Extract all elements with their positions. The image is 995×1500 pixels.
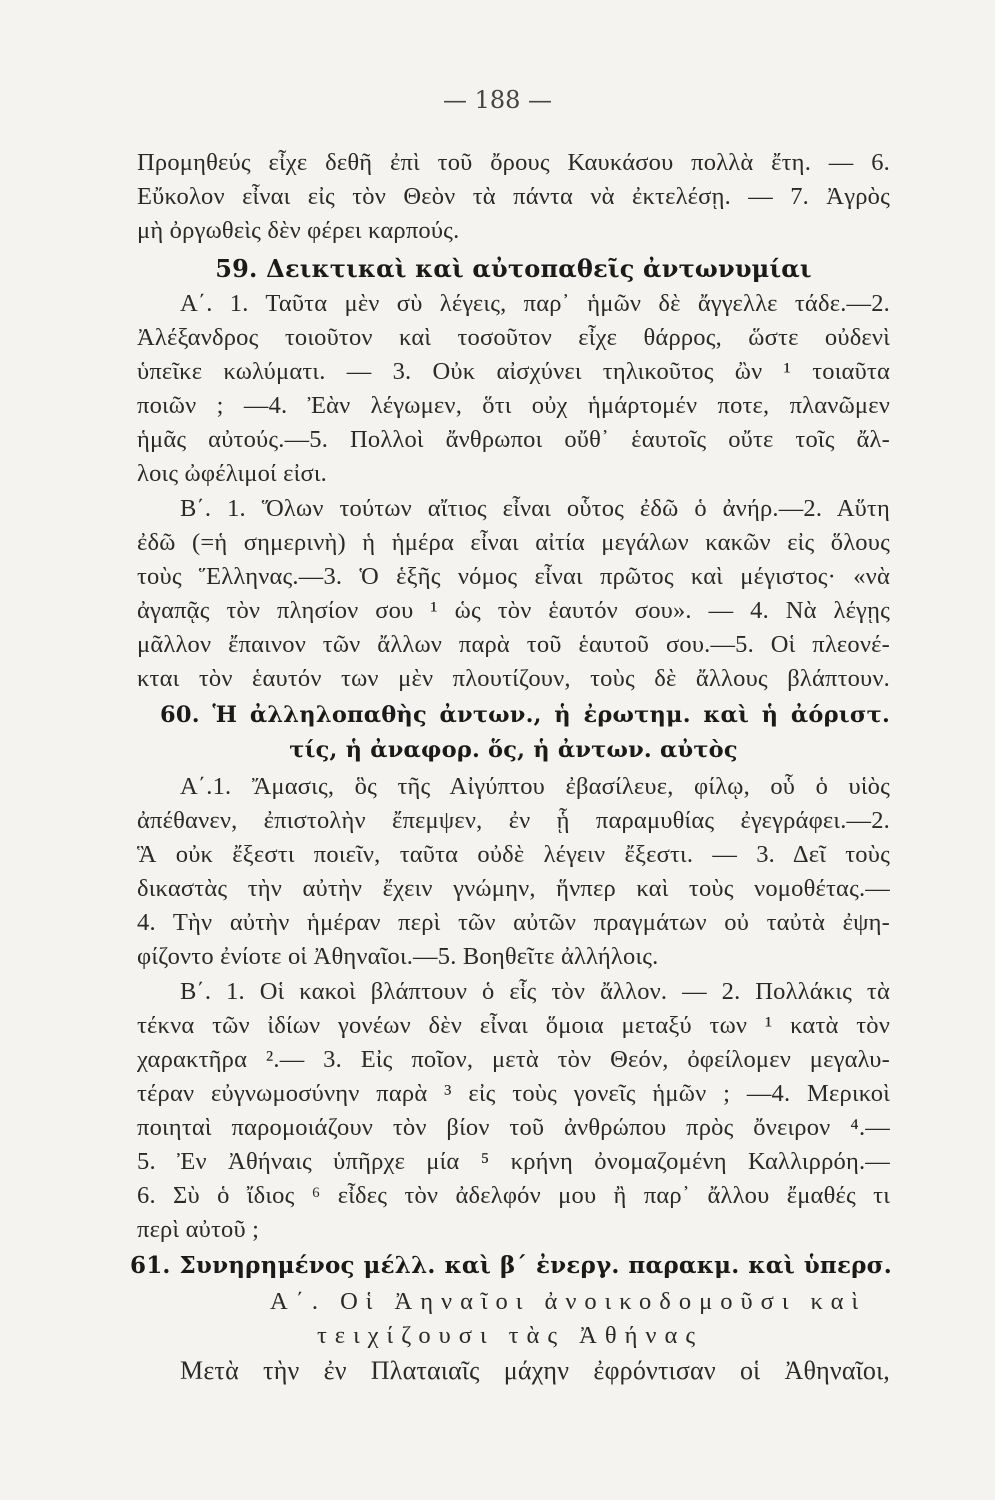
section-heading-60: 60. Ἡ ἀλληλοπαθὴς ἀντων., ἡ ἐρωτημ. καὶ ἡ ἀόριστ. bbox=[160, 702, 890, 728]
text-line: λοις ὠφέλιμοί εἰσι. bbox=[137, 460, 327, 487]
text-line: ποιηταὶ παρομοιάζουν τὸν βίον τοῦ ἀνθρώπου πρὸς ὄνειρον ⁴.— bbox=[137, 1114, 890, 1141]
text-line: Προμηθεύς εἶχε δεθῆ ἐπὶ τοῦ ὄρους Καυκάσου πολλὰ ἔτη. — 6. bbox=[137, 149, 890, 176]
text-line: ὑπεῖκε κωλύματι. — 3. Οὐκ αἰσχύνει τηλικοῦτος ὢν ¹ τοιαῦτα bbox=[137, 358, 890, 385]
text-line: Β΄. 1. Ὅλων τούτων αἴτιος εἶναι οὗτος ἐδῶ ὁ ἀνήρ.—2. Αὕτη bbox=[180, 495, 890, 522]
text-line: ἀγαπᾷς τὸν πλησίον σου ¹ ὡς τὸν ἑαυτόν σου». — 4. Νὰ λέγῃς bbox=[137, 597, 890, 624]
section-heading-59: 59. Δεικτικαὶ καὶ αὐτοπαθεῖς ἀντωνυμίαι bbox=[215, 254, 812, 283]
text-line: ἡμᾶς αὐτούς.—5. Πολλοὶ ἄνθρωποι οὔθ᾽ ἑαυτοῖς οὔτε τοῖς ἄλ- bbox=[137, 426, 890, 453]
text-line: Εὔκολον εἶναι εἰς τὸν Θεὸν τὰ πάντα νὰ ἐκτελέσῃ. — 7. Ἀγρὸς bbox=[137, 183, 890, 210]
text-line: 4. Τὴν αὐτὴν ἡμέραν περὶ τῶν αὐτῶν πραγμάτων οὐ ταὐτὰ ἐψη- bbox=[137, 909, 890, 936]
text-line: 6. Σὺ ὁ ἴδιος ⁶ εἶδες τὸν ἀδελφόν μου ἢ παρ᾽ ἄλλου ἔμαθές τι bbox=[137, 1182, 890, 1209]
text-line: ἐδῶ (=ἡ σημερινὴ) ἡ ἡμέρα εἶναι αἰτία μεγάλων κακῶν εἰς ὅλους bbox=[137, 529, 890, 556]
text-line: μὴ ὀργωθεὶς δὲν φέρει καρπούς. bbox=[137, 217, 460, 244]
text-line: Μετὰ τὴν ἐν Πλαταιαῖς μάχην ἐφρόντισαν οἱ Ἀθηναῖοι, bbox=[180, 1356, 890, 1385]
text-line: 5. Ἐν Ἀθήναις ὑπῆρχε μία ⁵ κρήνη ὀνομαζομένη Καλλιρρόη.— bbox=[137, 1148, 890, 1175]
section-heading-61: 61. Συνηρημένος μέλλ. καὶ β΄ ἐνεργ. παρακμ. καὶ ὑπερσ. bbox=[130, 1252, 892, 1279]
text-line: μᾶλλον ἔπαινον τῶν ἄλλων παρὰ τοῦ ἑαυτοῦ σου.—5. Οἱ πλεονέ- bbox=[137, 631, 890, 658]
text-line: Ἃ οὐκ ἔξεστι ποιεῖν, ταῦτα οὐδὲ λέγειν ἔξεστι. — 3. Δεῖ τοὺς bbox=[137, 841, 890, 868]
text-line: τοὺς Ἕλληνας.—3. Ὁ ἑξῆς νόμος εἶναι πρῶτος καὶ μέγιστος· «νὰ bbox=[137, 563, 890, 590]
page-number: — 188 — bbox=[442, 86, 553, 114]
text-line: Α΄. 1. Ταῦτα μὲν σὺ λέγεις, παρ᾽ ἡμῶν δὲ ἄγγελλε τάδε.—2. bbox=[180, 290, 890, 317]
text-line: Β΄. 1. Οἱ κακοὶ βλάπτουν ὁ εἷς τὸν ἄλλον. — 2. Πολλάκις τὰ bbox=[180, 978, 890, 1005]
reading-title-line-1: Α΄. Οἱ Ἀηναῖοι ἀνοικοδομοῦσι καὶ bbox=[270, 1288, 867, 1315]
text-line: τέραν εὐγνωμοσύνην παρὰ ³ εἰς τοὺς γονεῖς ἡμῶν ; —4. Μερικοὶ bbox=[137, 1080, 890, 1107]
text-line: δικαστὰς τὴν αὐτὴν ἔχειν γνώμην, ἥνπερ καὶ τοὺς νομοθέτας.— bbox=[137, 875, 890, 902]
section-heading-60-cont: τίς, ἡ ἀναφορ. ὅς, ἡ ἀντων. αὐτὸς bbox=[289, 737, 738, 763]
text-line: τέκνα τῶν ἰδίων γονέων δὲν εἶναι ὅμοια μεταξύ των ¹ κατὰ τὸν bbox=[137, 1012, 890, 1039]
text-line: χαρακτῆρα ².— 3. Εἰς ποῖον, μετὰ τὸν Θεόν, ὀφείλομεν μεγαλυ- bbox=[137, 1046, 890, 1073]
text-line: κται τὸν ἑαυτόν των μὲν πλουτίζουν, τοὺς δὲ ἄλλους βλάπτουν. bbox=[137, 665, 890, 692]
text-line: Ἀλέξανδρος τοιοῦτον καὶ τοσοῦτον εἶχε θάρρος, ὥστε οὐδενὶ bbox=[137, 324, 890, 351]
text-line: ποιῶν ; —4. Ἐὰν λέγωμεν, ὅτι οὐχ ἡμάρτομέν ποτε, πλανῶμεν bbox=[137, 392, 890, 419]
text-line: ἀπέθανεν, ἐπιστολὴν ἔπεμψεν, ἐν ᾗ παραμυθίας ἐγεγράφει.—2. bbox=[137, 807, 890, 834]
text-line: περὶ αὐτοῦ ; bbox=[137, 1216, 260, 1243]
reading-title-line-2: τειχίζουσι τὰς Ἀθήνας bbox=[316, 1322, 704, 1349]
text-line: Α΄.1. Ἄμασις, ὃς τῆς Αἰγύπτου ἐβασίλευε, φίλῳ, οὗ ὁ υἱὸς bbox=[180, 773, 890, 800]
text-line: φίζοντο ἐνίοτε οἱ Ἀθηναῖοι.—5. Βοηθεῖτε ἀλλήλοις. bbox=[137, 943, 659, 970]
